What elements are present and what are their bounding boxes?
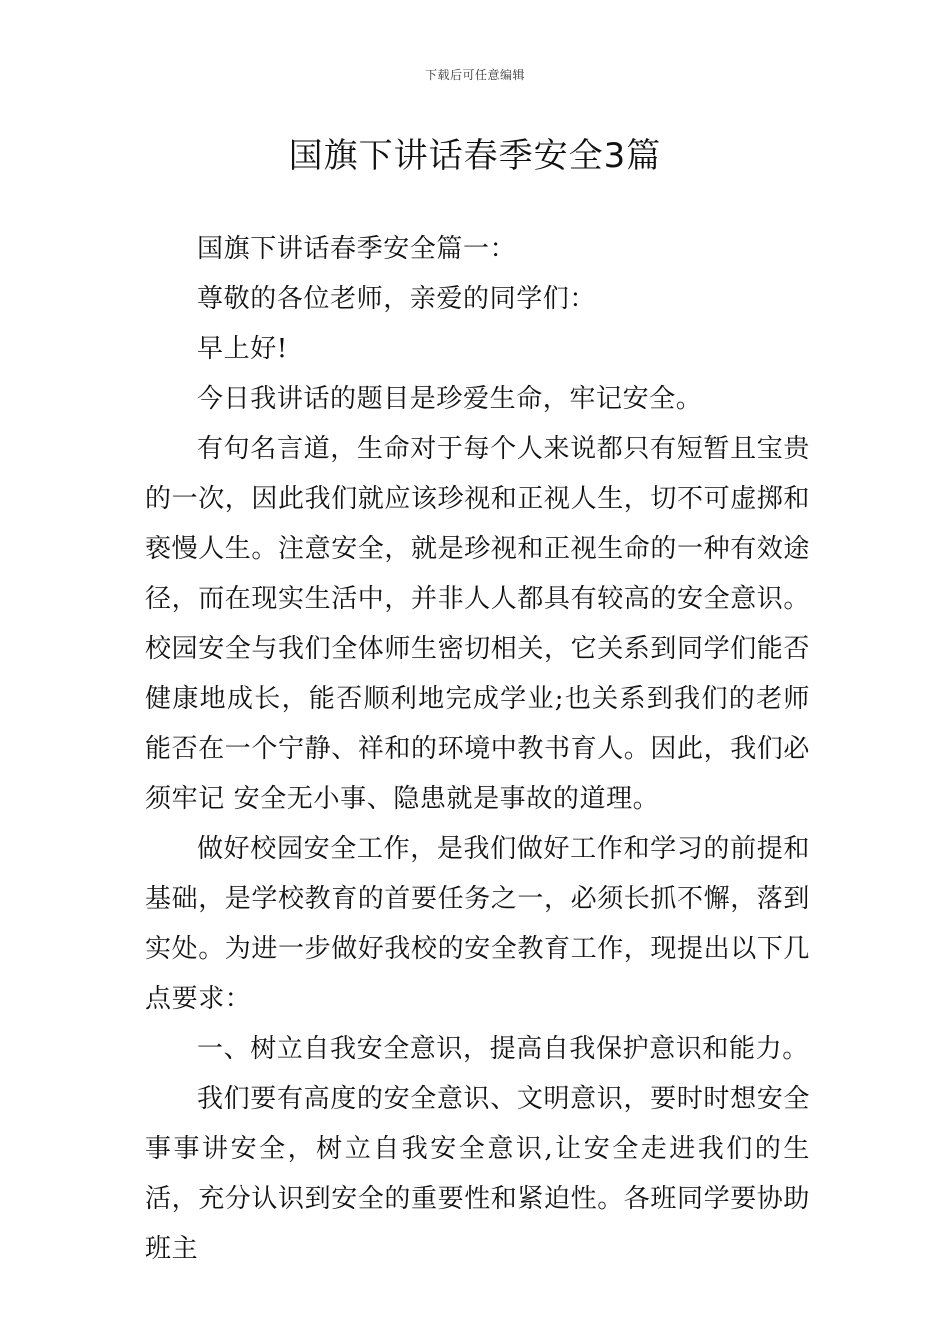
document-body xyxy=(145,224,810,1274)
paragraph-body: 我们要有高度的安全意识、文明意识，要时时想安全事事讲安全，树立自我安全意识,让安全走进我们的生活，充分认识到安全的重要性和紧迫性。各班同学要协助班主 xyxy=(145,1084,811,1264)
paragraph-salutation: 尊敬的各位老师，亲爱的同学们： xyxy=(197,284,597,314)
paragraph-body: 做好校园安全工作，是我们做好工作和学习的前提和基础，是学校教育的首要任务之一，必须长抓不懈，落到实处。为进一步做好我校的安全教育工作，现提出以下几点要求： xyxy=(145,834,811,1014)
paragraph-section-heading: 一、树立自我安全意识，提高自我保护意识和能力。 xyxy=(197,1034,809,1064)
paragraph-greeting: 早上好! xyxy=(197,334,288,364)
header-note: 下载后可任意编辑 xyxy=(424,68,525,82)
paragraph-topic: 今日我讲话的题目是珍爱生命，牢记安全。 xyxy=(197,384,703,414)
document-title: 国旗下讲话春季安全3篇 xyxy=(288,136,662,176)
paragraph-body: 有句名言道，生命对于每个人来说都只有短暂且宝贵的一次，因此我们就应该珍视和正视人生，切不可虚掷和亵慢人生。注意安全，就是珍视和正视生命的一种有效途径，而在现实生活中，并非人人都具有较高的安全意识。校园安全与我们全体师生密切相关，它关系到同学们能否健康地成长，能否顺利地完成学业;也关系到我们的老师能否在一个宁静、祥和的环境中教书育人。因此，我们必须牢记 安全无小事、隐患就是事故的道理。 xyxy=(145,434,811,814)
paragraph-heading: 国旗下讲话春季安全篇一： xyxy=(197,234,517,264)
